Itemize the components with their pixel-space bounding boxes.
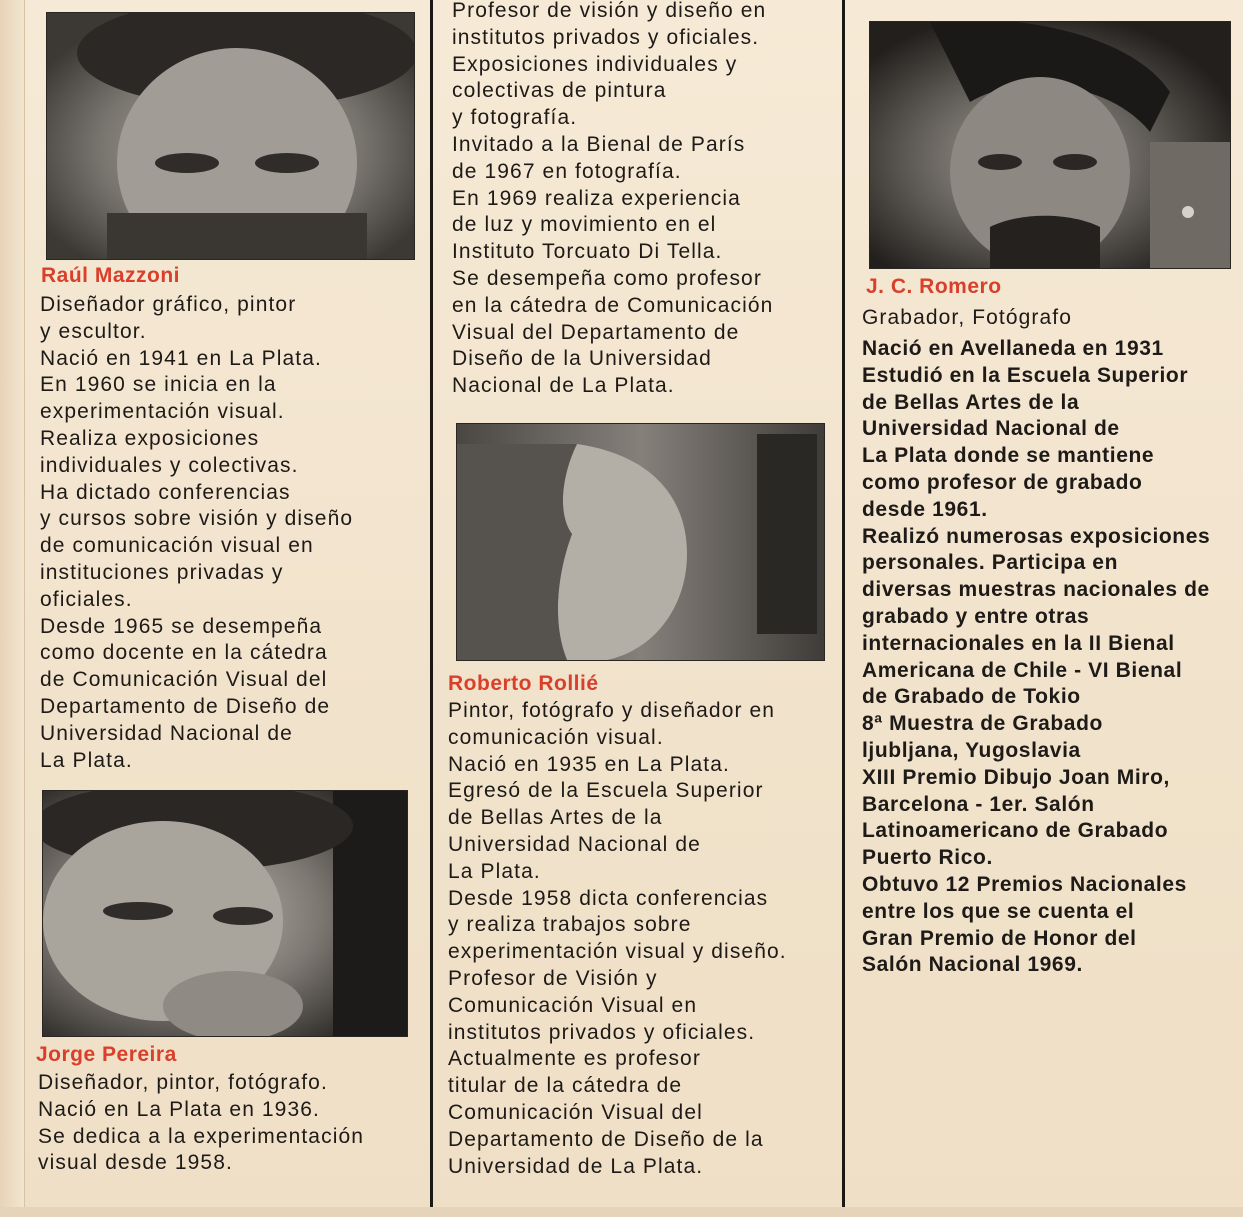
bio-line: experimentación visual y diseño. (448, 940, 787, 964)
bio-line: En 1960 se inicia en la (40, 373, 277, 397)
bio-line: titular de la cátedra de (448, 1074, 683, 1098)
profile-bio-jc-romero (862, 336, 1210, 979)
bio-line: Obtuvo 12 Premios Nacionales (862, 872, 1187, 896)
profile-bio-intro-jc-romero (862, 305, 1072, 332)
bio-line: Se dedica a la experimentación (38, 1124, 365, 1148)
profile-name-jorge-pereira: Jorge Pereira (36, 1043, 177, 1066)
bio-line: Ha dictado conferencias (40, 480, 291, 504)
bio-line: de comunicación visual en (40, 534, 314, 558)
profile-name-jc-romero: J. C. Romero (866, 275, 1002, 298)
bio-line: diversas muestras nacionales de (862, 578, 1210, 602)
bio-line: como docente en la cátedra (40, 641, 328, 665)
bio-line: Nació en Avellaneda en 1931 (862, 337, 1164, 360)
bio-line: personales. Participa en (862, 551, 1119, 575)
bio-line: XIII Premio Dibujo Joan Miro, (862, 765, 1170, 789)
bio-line: de Grabado de Tokio (862, 685, 1081, 709)
bio-line: Pintor, fotógrafo y diseñador en (448, 699, 776, 722)
portrait-photo-raul-mazzoni (46, 12, 415, 260)
bio-line: visual desde 1958. (38, 1151, 233, 1175)
bio-line: institutos privados y oficiales. (448, 1020, 756, 1044)
bio-line: La Plata. (40, 748, 133, 772)
column-rule-right (842, 0, 845, 1217)
bio-line: instituciones privadas y (40, 560, 284, 584)
bio-line: Nació en 1935 en La Plata. (448, 752, 730, 776)
bio-line: ljubljana, Yugoslavia (862, 738, 1081, 762)
bio-line: colectivas de pintura (452, 79, 667, 103)
bio-line: La Plata. (448, 859, 541, 883)
bio-line: Nació en 1941 en La Plata. (40, 346, 322, 370)
bio-line: 8ª Muestra de Grabado (862, 712, 1103, 736)
bio-line: de luz y movimiento en el (452, 213, 717, 237)
bio-line: Salón Nacional 1969. (862, 953, 1083, 977)
bio-line: Diseño de la Universidad (452, 347, 712, 371)
bio-line: Invitado a la Bienal de París (452, 132, 746, 156)
bio-line: Departamento de Diseño de la (448, 1127, 764, 1151)
bio-line: Latinoamericano de Grabado (862, 819, 1169, 843)
portrait-photo-roberto-rollie (456, 423, 825, 661)
bio-line: Realiza exposiciones (40, 426, 260, 450)
bio-line: La Plata donde se mantiene (862, 444, 1155, 468)
bio-line: experimentación visual. (40, 400, 285, 424)
profile-bio-raul-mazzoni (40, 292, 353, 774)
bio-line: Diseñador gráfico, pintor (40, 293, 297, 316)
continued-bio-text (452, 0, 773, 400)
portrait-photo-jorge-pereira (42, 790, 408, 1037)
bio-line: Universidad Nacional de (448, 832, 701, 856)
bio-line: Se desempeña como profesor (452, 266, 762, 290)
bio-line: Desde 1958 dicta conferencias (448, 886, 769, 910)
bio-line: desde 1961. (862, 497, 988, 521)
bio-line: Universidad de La Plata. (448, 1154, 704, 1178)
bio-line: Grabador, Fotógrafo (862, 306, 1073, 329)
bio-line: y escultor. (40, 319, 147, 343)
bio-line: Gran Premio de Honor del (862, 926, 1137, 950)
bio-line: oficiales. (40, 587, 133, 611)
bio-line: entre los que se cuenta el (862, 899, 1135, 923)
bio-line: Instituto Torcuato Di Tella. (452, 240, 723, 264)
bio-line: individuales y colectivas. (40, 453, 299, 477)
bio-line: Estudió en la Escuela Superior (862, 363, 1189, 387)
bio-line: institutos privados y oficiales. (452, 25, 760, 49)
bio-line: Realizó numerosas exposiciones (862, 524, 1211, 548)
bio-line: como profesor de grabado (862, 470, 1143, 494)
bio-line: Comunicación Visual del (448, 1100, 703, 1124)
bio-line: Universidad Nacional de (40, 721, 293, 745)
bio-line: Americana de Chile - VI Bienal (862, 658, 1183, 682)
bio-line: Profesor de Visión y (448, 966, 658, 990)
portrait-photo-jc-romero (869, 21, 1231, 269)
bio-line: Comunicación Visual en (448, 993, 698, 1017)
bio-line: Desde 1965 se desempeña (40, 614, 323, 638)
page-bottom-edge (0, 1207, 1243, 1217)
bio-line: comunicación visual. (448, 725, 664, 749)
bio-line: Visual del Departamento de (452, 320, 740, 344)
page-left-edge (0, 0, 25, 1217)
bio-line: Nació en La Plata en 1936. (38, 1097, 320, 1121)
profile-bio-roberto-rollie (448, 698, 787, 1180)
column-rule-left (430, 0, 433, 1217)
bio-line: Actualmente es profesor (448, 1047, 701, 1071)
bio-line: y cursos sobre visión y diseño (40, 507, 354, 531)
bio-line: Puerto Rico. (862, 846, 993, 870)
profile-bio-jorge-pereira (38, 1070, 364, 1177)
bio-line: de 1967 en fotografía. (452, 159, 682, 183)
profile-name-raul-mazzoni: Raúl Mazzoni (41, 264, 181, 287)
bio-line: Universidad Nacional de (862, 417, 1120, 441)
bio-line: Diseñador, pintor, fotógrafo. (38, 1071, 328, 1094)
bio-line: Profesor de visión y diseño en (452, 0, 767, 22)
bio-line: de Comunicación Visual del (40, 668, 328, 692)
bio-line: Barcelona - 1er. Salón (862, 792, 1095, 816)
bio-line: grabado y entre otras (862, 604, 1090, 628)
bio-line: internacionales en la II Bienal (862, 631, 1175, 655)
bio-line: Nacional de La Plata. (452, 374, 675, 398)
profile-name-roberto-rollie: Roberto Rollié (448, 672, 599, 695)
bio-line: En 1969 realiza experiencia (452, 186, 741, 210)
bio-line: Exposiciones individuales y (452, 52, 738, 76)
bio-line: de Bellas Artes de la (862, 390, 1080, 414)
bio-line: y fotografía. (452, 106, 578, 130)
bio-line: de Bellas Artes de la (448, 806, 663, 830)
bio-line: Egresó de la Escuela Superior (448, 779, 764, 803)
bio-line: en la cátedra de Comunicación (452, 293, 774, 317)
bio-line: y realiza trabajos sobre (448, 913, 692, 937)
bio-line: Departamento de Diseño de (40, 694, 331, 718)
